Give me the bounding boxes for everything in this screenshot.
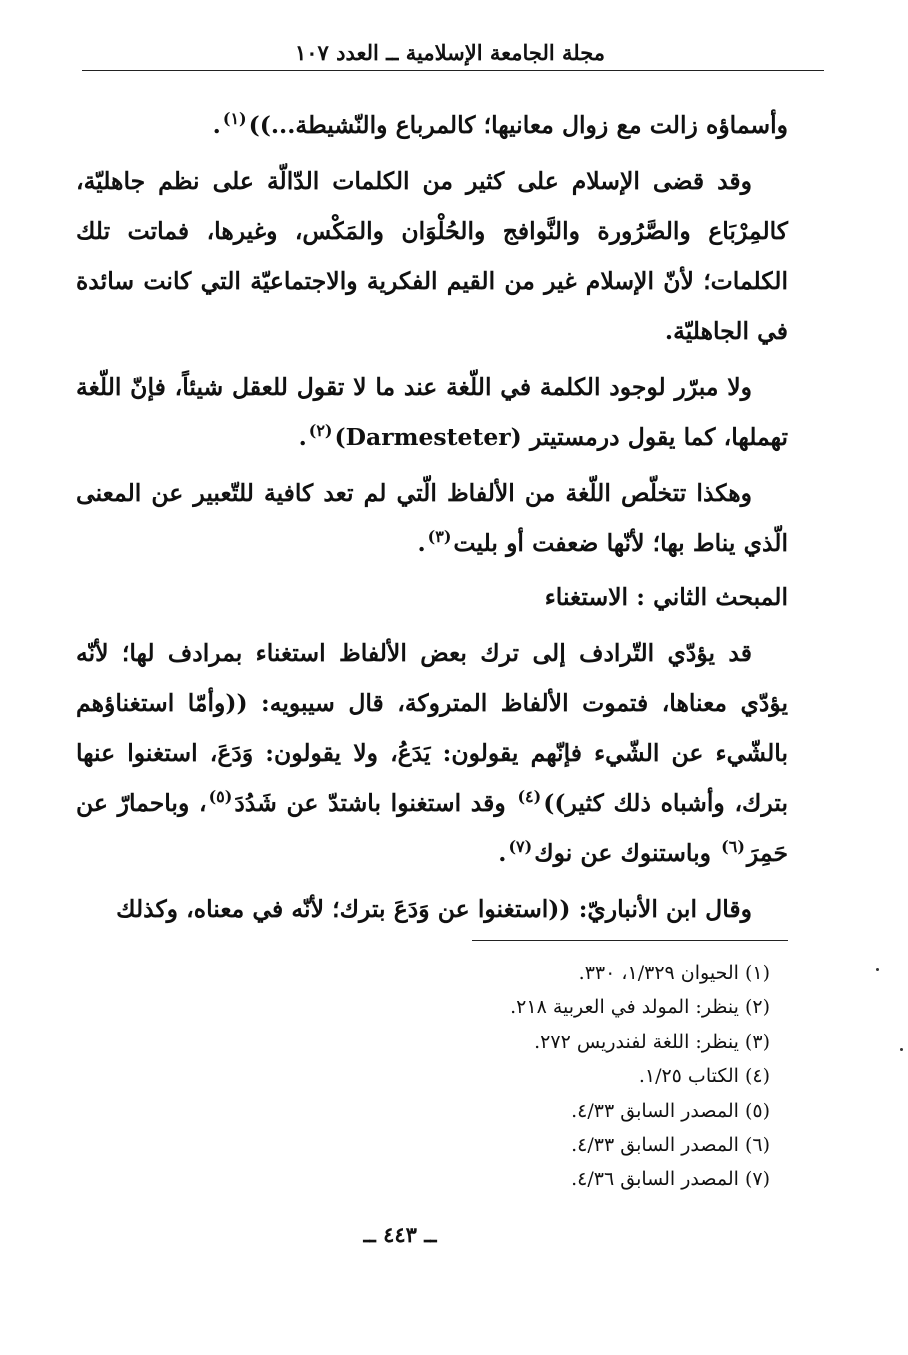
footnote-ref-3: (٣)	[427, 527, 452, 547]
paragraph-5-part-b: وقد استغنوا باشتدّ عن شَدُدَ	[234, 789, 506, 817]
footnote-6: (٦) المصدر السابق ٤/٣٣.	[571, 1134, 770, 1157]
paragraph-1-text: وأسماؤه زالت مع زوال معانيها؛ كالمرباع والنّشيطة...))	[248, 111, 788, 139]
paragraph-5-end: .	[498, 839, 507, 867]
paragraph-3	[76, 362, 788, 462]
page-number: ــ ٤٤٣ ــ	[363, 1222, 437, 1247]
footnotes	[300, 956, 770, 1197]
footnote-7: (٧) المصدر السابق ٤/٣٦.	[571, 1168, 770, 1191]
paragraph-1-end: .	[212, 111, 221, 139]
paragraph-4-end: .	[417, 529, 426, 557]
paragraph-3-end: .	[298, 423, 307, 451]
paragraph-2: وقد قضى الإسلام على كثير من الكلمات الدّالّة على نظم جاهليّة، كالمِرْبَاع والصَّرُورة والنَّوافج والحُلْوَان والمَكْس، وغيرها، فماتت تلك الكلمات؛ لأنّ الإسلام غير من القيم الفكرية والاجتماعيّة التي كانت سائدة في الجاهليّة.	[76, 167, 788, 345]
paragraph-5-part-a: قد يؤدّي التّرادف إلى ترك بعض الألفاظ استغناء بمرادف لها؛ لأنّه يؤدّي معناها، فتموت الألفاظ المتروكة، قال سيبويه: ((وأمّا استغناؤهم بالشّيء عن الشّيء فإنّهم يقولون: يَدَعُ، ولا يقولون: وَدَعَ، استغنوا عنها بترك، وأشباه ذلك كثير))	[76, 639, 789, 817]
scan-speck	[876, 968, 879, 971]
paragraph-1	[76, 100, 788, 150]
header-divider	[82, 70, 824, 71]
footnote-divider	[472, 940, 788, 941]
paragraph-5	[76, 628, 788, 878]
footnote-ref-1: (١)	[222, 109, 247, 129]
paragraph-3-text: ولا مبرّر لوجود الكلمة في اللّغة عند ما لا تقول للعقل شيئاً، فإنّ اللّغة تهملها، كما يقول درمستيتر	[76, 373, 788, 451]
footnote-ref-2: (٢)	[308, 421, 333, 441]
footnote-ref-4: (٤)	[517, 787, 542, 807]
paragraph-4	[76, 468, 788, 568]
running-header: مجلة الجامعة الإسلامية ــ العدد ١٠٧	[294, 40, 606, 65]
footnote-4: (٤) الكتاب ١/٢٥.	[638, 1065, 770, 1088]
footnote-5: (٥) المصدر السابق ٤/٣٣.	[571, 1099, 770, 1122]
footnote-1: (١) الحيوان ١/٣٢٩، ٣٣٠.	[578, 962, 770, 984]
paragraph-6: وقال ابن الأنباريّ: ((استغنوا عن وَدَعَ بترك؛ لأنّه في معناه، وكذلك	[116, 895, 752, 923]
footnote-2: (٢) ينظر: المولد في العربية ٢١٨.	[510, 996, 770, 1019]
footnote-3: (٣) ينظر: اللغة لفندريس ٢٧٢.	[534, 1030, 770, 1053]
footnote-ref-6: (٦)	[721, 837, 745, 857]
main-text	[76, 100, 788, 934]
paragraph-5-part-c: ، وباحمارّ عن حَمِرَ	[76, 789, 788, 867]
paragraph-5-part-d: وباستنوك عن نوك	[534, 839, 711, 867]
paragraph-4-text: وهكذا تتخلّص اللّغة من الألفاظ الّتي لم تعد كافية للتّعبير عن المعنى الّذي يناط بها؛ لأنّها ضعفت أو بليت	[76, 479, 788, 557]
section-heading: المبحث الثاني : الاستغناء	[544, 583, 788, 611]
footnote-ref-5: (٥)	[208, 787, 233, 807]
latin-name: (Darmesteter)	[334, 423, 522, 451]
footnote-ref-7: (٧)	[508, 837, 533, 857]
scan-speck	[900, 1048, 903, 1051]
